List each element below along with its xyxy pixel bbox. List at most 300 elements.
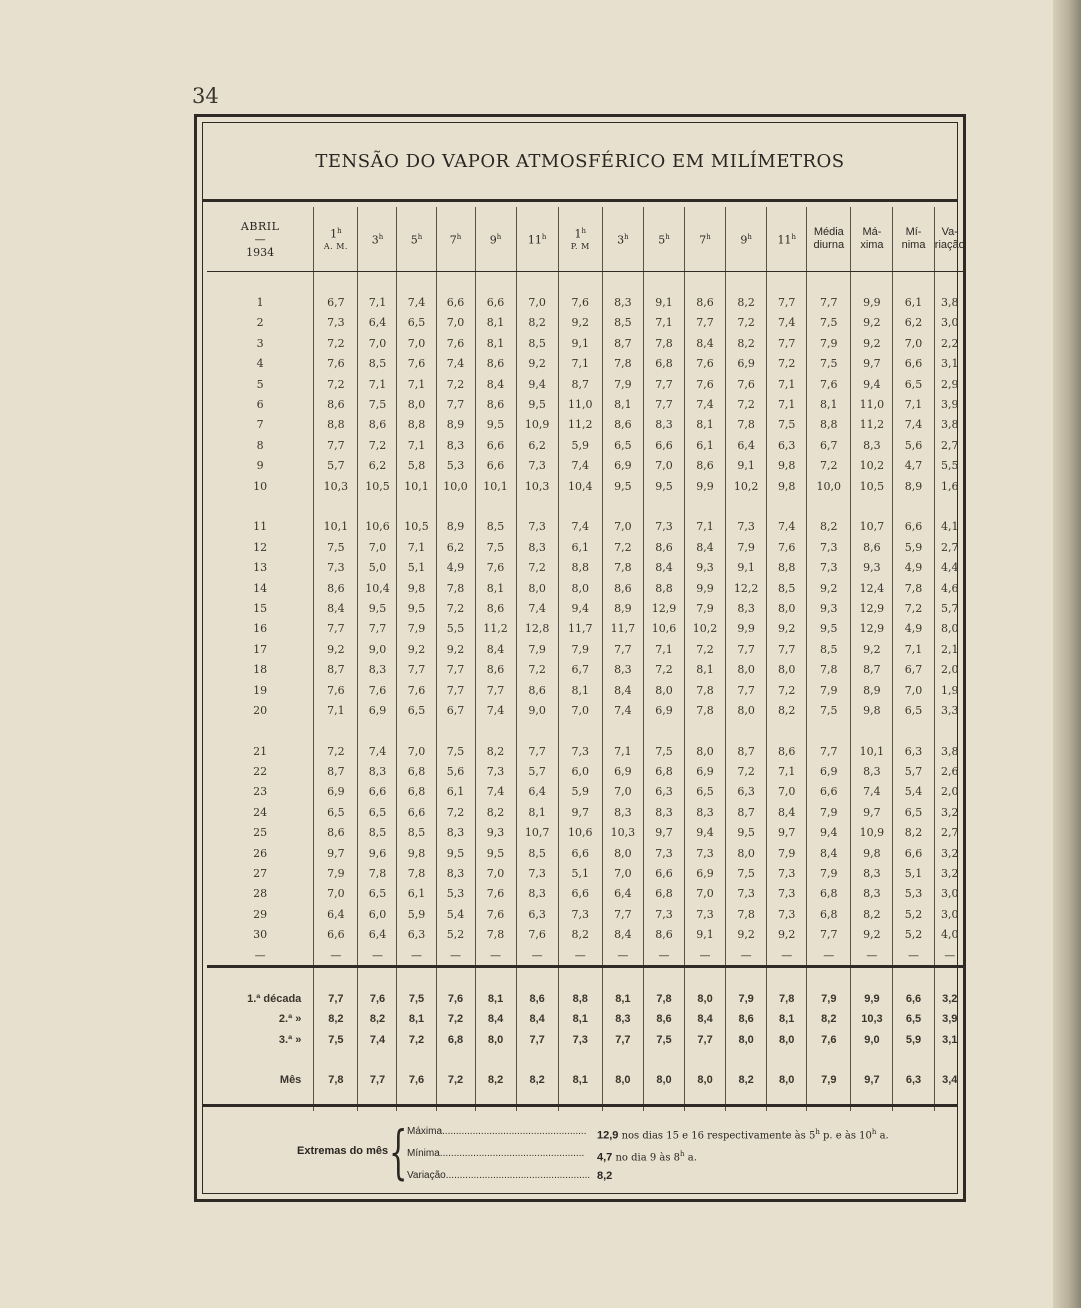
value-cell: 7,0: [602, 517, 643, 537]
value-cell: 4,9: [893, 619, 934, 639]
header-hour-number: 11: [527, 233, 542, 247]
value-cell: 9,1: [643, 292, 684, 312]
value-cell: 10,6: [358, 517, 397, 537]
value-cell: 10,9: [516, 415, 558, 435]
value-cell: 9,5: [436, 843, 475, 863]
header-stat: [893, 207, 934, 272]
value-cell: 5,9: [893, 537, 934, 557]
summary-value: 7,5: [643, 1029, 684, 1049]
spacer-cell: [207, 272, 314, 293]
value-cell: 10,1: [475, 476, 516, 496]
value-cell: 9,8: [397, 843, 436, 863]
brace-glyph: {: [389, 1118, 408, 1186]
spacer-cell: [726, 1091, 767, 1111]
value-cell: 9,8: [397, 578, 436, 598]
value-cell: 7,9: [558, 639, 602, 659]
value-cell: 10,5: [851, 476, 893, 496]
value-cell: 8,6: [643, 925, 684, 945]
value-cell: 12,8: [516, 619, 558, 639]
value-cell: 5,7: [893, 761, 934, 781]
day-cell: 20: [207, 700, 314, 720]
value-cell: 8,3: [851, 884, 893, 904]
spacer-cell: [558, 1091, 602, 1111]
day-cell: 14: [207, 578, 314, 598]
value-cell: 12,9: [851, 598, 893, 618]
value-cell: 8,7: [726, 802, 767, 822]
value-cell: 9,2: [851, 639, 893, 659]
value-cell: 2,9: [941, 377, 959, 391]
value-cell: 6,4: [516, 782, 558, 802]
value-cell: 8,1: [516, 802, 558, 822]
dash-cell: —: [893, 945, 934, 967]
summary-value: 7,9: [726, 989, 767, 1009]
table-row: [207, 843, 965, 863]
value-cell: 6,3: [893, 741, 934, 761]
header-stat: [851, 207, 893, 272]
dash-cell: —: [516, 945, 558, 967]
spacer-cell: [436, 721, 475, 741]
spacer-cell: [851, 721, 893, 741]
value-cell: 5,1: [397, 557, 436, 577]
summary-value: 8,0: [685, 989, 726, 1009]
spacer-cell: [685, 272, 726, 293]
maxima-hour-mark-2: h: [871, 1128, 877, 1136]
value-cell: 9,4: [807, 823, 851, 843]
month-extremes: [203, 1109, 957, 1195]
header-hour: [602, 207, 643, 272]
value-cell: 7,8: [475, 925, 516, 945]
value-cell: 2,0: [941, 663, 959, 677]
summary-row: [207, 1029, 965, 1049]
spacer-cell: [643, 272, 684, 293]
value-cell: 9,8: [851, 843, 893, 863]
value-cell: 9,8: [851, 700, 893, 720]
value-cell: 6,6: [358, 782, 397, 802]
spacer-cell: [358, 1050, 397, 1070]
value-cell: 5,9: [558, 782, 602, 802]
spacer-cell: [893, 1050, 934, 1070]
value-cell: 8,3: [602, 802, 643, 822]
spacer-cell: [643, 721, 684, 741]
header-hour-number: 3: [371, 233, 379, 247]
table-inner-border: [202, 122, 965, 1194]
spacer-cell: [358, 721, 397, 741]
value-cell: 7,3: [314, 557, 358, 577]
value-cell: 5,7: [941, 601, 959, 615]
value-cell: 6,6: [436, 292, 475, 312]
value-cell: 7,8: [602, 557, 643, 577]
summary-value: 8,6: [726, 1009, 767, 1029]
month-value: 7,9: [807, 1070, 851, 1090]
header-month-year: [207, 207, 314, 272]
value-cell: 6,9: [685, 863, 726, 883]
extreme-maxima: [407, 1123, 889, 1142]
header-stat-line2: riação: [934, 239, 965, 251]
value-cell: 8,8: [643, 578, 684, 598]
value-cell: 9,7: [558, 802, 602, 822]
value-cell: 8,3: [851, 761, 893, 781]
header-hour: [397, 207, 436, 272]
day-cell: 2: [207, 313, 314, 333]
summary-value: 8,2: [807, 1009, 851, 1029]
value-cell: 4,7: [893, 456, 934, 476]
header-stat-line1: Va-: [941, 226, 958, 238]
spacer-cell: [436, 1050, 475, 1070]
value-cell: 8,1: [475, 313, 516, 333]
value-cell: 8,6: [475, 354, 516, 374]
value-cell: 7,7: [685, 313, 726, 333]
summary-value: 7,7: [602, 1029, 643, 1049]
value-cell: 7,4: [397, 292, 436, 312]
summary-value: 7,7: [516, 1029, 558, 1049]
value-cell: 7,7: [602, 904, 643, 924]
spacer-cell: [475, 496, 516, 516]
value-cell: 6,1: [893, 292, 934, 312]
value-cell: 7,7: [807, 292, 851, 312]
value-cell: 4,4: [941, 561, 959, 575]
summary-value: 9,0: [851, 1029, 893, 1049]
value-cell: 7,6: [685, 374, 726, 394]
value-cell: 8,5: [807, 639, 851, 659]
spacer-cell: [767, 496, 807, 516]
value-cell: 10,2: [851, 456, 893, 476]
spacer-cell: [358, 967, 397, 989]
value-cell: 8,6: [685, 456, 726, 476]
value-cell: 7,6: [475, 904, 516, 924]
dash-cell: —: [851, 945, 893, 967]
table-row: [207, 782, 965, 802]
value-cell: 8,5: [358, 354, 397, 374]
value-cell: 8,7: [314, 659, 358, 679]
value-cell: 6,6: [643, 863, 684, 883]
value-cell: 8,6: [314, 823, 358, 843]
value-cell: 6,3: [767, 435, 807, 455]
month-value: 9,7: [851, 1070, 893, 1090]
value-cell: 9,4: [516, 374, 558, 394]
summary-value: 7,7: [314, 989, 358, 1009]
value-cell: 2,2: [941, 336, 959, 350]
value-cell: 7,9: [516, 639, 558, 659]
dash-cell: —: [207, 945, 314, 967]
extremes-label: Extremas do mês: [297, 1145, 389, 1157]
value-cell: 3,0: [941, 907, 959, 921]
summary-value: 7,2: [436, 1009, 475, 1029]
value-cell: 9,4: [851, 374, 893, 394]
value-cell: 6,9: [314, 782, 358, 802]
page-number: 34: [192, 84, 219, 108]
value-cell: 7,2: [516, 659, 558, 679]
spacer-cell: [726, 967, 767, 989]
value-cell: 6,7: [314, 292, 358, 312]
value-cell: 6,9: [602, 761, 643, 781]
value-cell: 4,9: [436, 557, 475, 577]
value-cell: 9,9: [851, 292, 893, 312]
value-cell: 5,2: [436, 925, 475, 945]
decade-gap: [207, 721, 965, 741]
value-cell: 7,1: [358, 374, 397, 394]
value-cell: 7,8: [602, 354, 643, 374]
value-cell: 8,6: [685, 292, 726, 312]
summary-value: 7,5: [314, 1029, 358, 1049]
value-cell: 7,7: [807, 741, 851, 761]
minima-hour-mark: h: [680, 1150, 685, 1158]
value-cell: 8,0: [516, 578, 558, 598]
spacer-cell: [558, 1050, 602, 1070]
summary-value: 7,6: [358, 989, 397, 1009]
value-cell: 9,1: [726, 557, 767, 577]
value-cell: 6,9: [726, 354, 767, 374]
decade-gap: [207, 496, 965, 516]
spacer-cell: [893, 967, 934, 989]
value-cell: 6,6: [643, 435, 684, 455]
value-cell: 6,3: [726, 782, 767, 802]
value-cell: 1,6: [941, 479, 959, 493]
dash-cell: —: [397, 945, 436, 967]
table-row: [207, 333, 965, 353]
month-value: 8,2: [726, 1070, 767, 1090]
value-cell: 7,4: [436, 354, 475, 374]
summary-value: 8,0: [475, 1029, 516, 1049]
value-cell: 8,4: [767, 802, 807, 822]
value-cell: 7,5: [358, 394, 397, 414]
value-cell: 7,0: [893, 680, 934, 700]
header-hour-mark: h: [791, 233, 796, 242]
value-cell: 7,5: [807, 313, 851, 333]
spacer-cell: [767, 272, 807, 293]
spacer-cell: [851, 1050, 893, 1070]
value-cell: 7,0: [893, 333, 934, 353]
day-cell: 6: [207, 394, 314, 414]
day-cell: 12: [207, 537, 314, 557]
value-cell: 7,1: [893, 639, 934, 659]
value-cell: 8,9: [602, 598, 643, 618]
value-cell: 10,0: [436, 476, 475, 496]
spacer-cell: [602, 496, 643, 516]
value-cell: 9,2: [516, 354, 558, 374]
value-cell: 10,0: [807, 476, 851, 496]
value-cell: 9,2: [726, 925, 767, 945]
value-cell: 6,6: [475, 435, 516, 455]
summary-value: 6,5: [893, 1009, 934, 1029]
value-cell: 8,0: [767, 598, 807, 618]
value-cell: 7,4: [685, 394, 726, 414]
value-cell: 8,5: [602, 313, 643, 333]
value-cell: 8,4: [685, 537, 726, 557]
value-cell: 6,3: [397, 925, 436, 945]
value-cell: 8,3: [436, 863, 475, 883]
value-cell: 7,9: [807, 680, 851, 700]
header-hour-number: 11: [777, 233, 792, 247]
value-cell: 9,1: [558, 333, 602, 353]
day-cell: 24: [207, 802, 314, 822]
summary-value: 7,7: [685, 1029, 726, 1049]
minima-text-2: a.: [684, 1152, 697, 1164]
spacer-cell: [726, 1050, 767, 1070]
value-cell: 7,8: [807, 659, 851, 679]
value-cell: 7,6: [516, 925, 558, 945]
value-cell: 7,2: [767, 680, 807, 700]
value-cell: 7,0: [397, 333, 436, 353]
value-cell: 7,1: [643, 313, 684, 333]
value-cell: 7,3: [685, 904, 726, 924]
value-cell: 6,5: [602, 435, 643, 455]
summary-row: [207, 1009, 965, 1029]
value-cell: 5,6: [436, 761, 475, 781]
value-cell: 11,0: [558, 394, 602, 414]
day-cell: 16: [207, 619, 314, 639]
value-cell: 8,5: [475, 517, 516, 537]
summary-value: 8,6: [643, 1009, 684, 1029]
value-cell: 9,7: [851, 802, 893, 822]
summary-value: 8,1: [475, 989, 516, 1009]
value-cell: 9,2: [314, 639, 358, 659]
spacer-cell: [851, 496, 893, 516]
summary-label: 3.ª »: [207, 1029, 314, 1049]
spacer-cell: [767, 967, 807, 989]
value-cell: 7,3: [767, 904, 807, 924]
value-cell: 3,8: [941, 418, 959, 432]
value-cell: 8,6: [643, 537, 684, 557]
value-cell: 6,1: [397, 884, 436, 904]
value-cell: 8,9: [436, 415, 475, 435]
value-cell: 7,0: [475, 863, 516, 883]
value-cell: 6,5: [893, 374, 934, 394]
header-hour-period: A. M.: [323, 242, 348, 252]
value-cell: 9,2: [436, 639, 475, 659]
header-hour: [358, 207, 397, 272]
value-cell: 7,0: [767, 782, 807, 802]
table-frame: [194, 114, 966, 1202]
value-cell: 12,9: [851, 619, 893, 639]
header-hour: [726, 207, 767, 272]
value-cell: 9,9: [685, 476, 726, 496]
header-hour: [516, 207, 558, 272]
value-cell: 6,4: [358, 925, 397, 945]
value-cell: 8,6: [475, 659, 516, 679]
spacer-cell: [893, 1091, 934, 1111]
spacer-cell: [685, 496, 726, 516]
summary-value: 6,6: [893, 989, 934, 1009]
value-cell: 7,6: [475, 884, 516, 904]
value-cell: 5,8: [397, 456, 436, 476]
spacer-cell: [602, 1050, 643, 1070]
value-cell: 6,7: [558, 659, 602, 679]
header-hour-number: 5: [410, 233, 418, 247]
spacer-cell: [934, 967, 965, 989]
spacer-cell: [558, 721, 602, 741]
spacer-cell: [207, 496, 314, 516]
value-cell: 7,2: [643, 659, 684, 679]
value-cell: 7,3: [726, 884, 767, 904]
value-cell: 9,5: [475, 843, 516, 863]
value-cell: 7,0: [516, 292, 558, 312]
spacer-cell: [851, 1091, 893, 1111]
value-cell: 7,9: [767, 843, 807, 863]
value-cell: 8,3: [602, 659, 643, 679]
value-cell: 6,5: [397, 700, 436, 720]
dash-cell: —: [944, 948, 956, 962]
header-row: [207, 207, 965, 272]
value-cell: 10,3: [602, 823, 643, 843]
vapor-tension-table: [207, 207, 965, 1111]
value-cell: 3,0: [941, 316, 959, 330]
header-hour-number: 7: [449, 233, 457, 247]
value-cell: 11,2: [475, 619, 516, 639]
table-row: [207, 292, 965, 312]
value-cell: 7,4: [516, 598, 558, 618]
value-cell: 6,5: [314, 802, 358, 822]
summary-value: 7,4: [358, 1029, 397, 1049]
value-cell: 6,8: [397, 761, 436, 781]
day-cell: 3: [207, 333, 314, 353]
value-cell: 7,7: [807, 925, 851, 945]
value-cell: 8,1: [475, 578, 516, 598]
value-cell: 8,0: [726, 843, 767, 863]
value-cell: 7,3: [516, 517, 558, 537]
value-cell: 7,5: [314, 537, 358, 557]
value-cell: 6,2: [516, 435, 558, 455]
value-cell: 7,6: [314, 680, 358, 700]
value-cell: 6,2: [893, 313, 934, 333]
spacer-cell: [397, 721, 436, 741]
value-cell: 11,2: [851, 415, 893, 435]
table-row: [207, 374, 965, 394]
table-row: [207, 557, 965, 577]
spacer-cell: [685, 721, 726, 741]
header-hour-mark: h: [496, 233, 502, 242]
value-cell: 4,6: [941, 581, 959, 595]
value-cell: 7,1: [893, 394, 934, 414]
value-cell: 7,6: [685, 354, 726, 374]
spacer-cell: [397, 1091, 436, 1111]
value-cell: 7,3: [767, 863, 807, 883]
summary-value: 7,6: [807, 1029, 851, 1049]
spacer-cell: [516, 967, 558, 989]
value-cell: 7,1: [767, 374, 807, 394]
value-cell: 8,2: [475, 741, 516, 761]
value-cell: 6,6: [807, 782, 851, 802]
day-cell: 27: [207, 863, 314, 883]
value-cell: 3,1: [941, 357, 959, 371]
value-cell: 5,1: [893, 863, 934, 883]
page-binding-edge: [1053, 0, 1081, 1308]
dash-cell: —: [358, 945, 397, 967]
value-cell: 6,9: [685, 761, 726, 781]
spacer-cell: [851, 967, 893, 989]
value-cell: 9,5: [726, 823, 767, 843]
maxima-value: 12,9: [597, 1129, 619, 1142]
dash-row: [207, 945, 965, 967]
value-cell: 2,7: [941, 540, 959, 554]
value-cell: 6,9: [807, 761, 851, 781]
value-cell: 7,4: [893, 415, 934, 435]
value-cell: 7,2: [807, 456, 851, 476]
value-cell: 10,2: [685, 619, 726, 639]
header-hour-number: 1: [330, 227, 338, 241]
spacer-cell: [314, 1050, 358, 1070]
extreme-variacao: [407, 1167, 613, 1185]
day-cell: 9: [207, 456, 314, 476]
value-cell: 6,5: [358, 884, 397, 904]
day-cell: 7: [207, 415, 314, 435]
spacer-cell: [934, 272, 965, 293]
value-cell: 8,0: [726, 700, 767, 720]
day-cell: 13: [207, 557, 314, 577]
summary-value: 8,0: [726, 1029, 767, 1049]
summary-value: 10,3: [851, 1009, 893, 1029]
value-cell: 7,2: [726, 394, 767, 414]
value-cell: 7,6: [767, 537, 807, 557]
